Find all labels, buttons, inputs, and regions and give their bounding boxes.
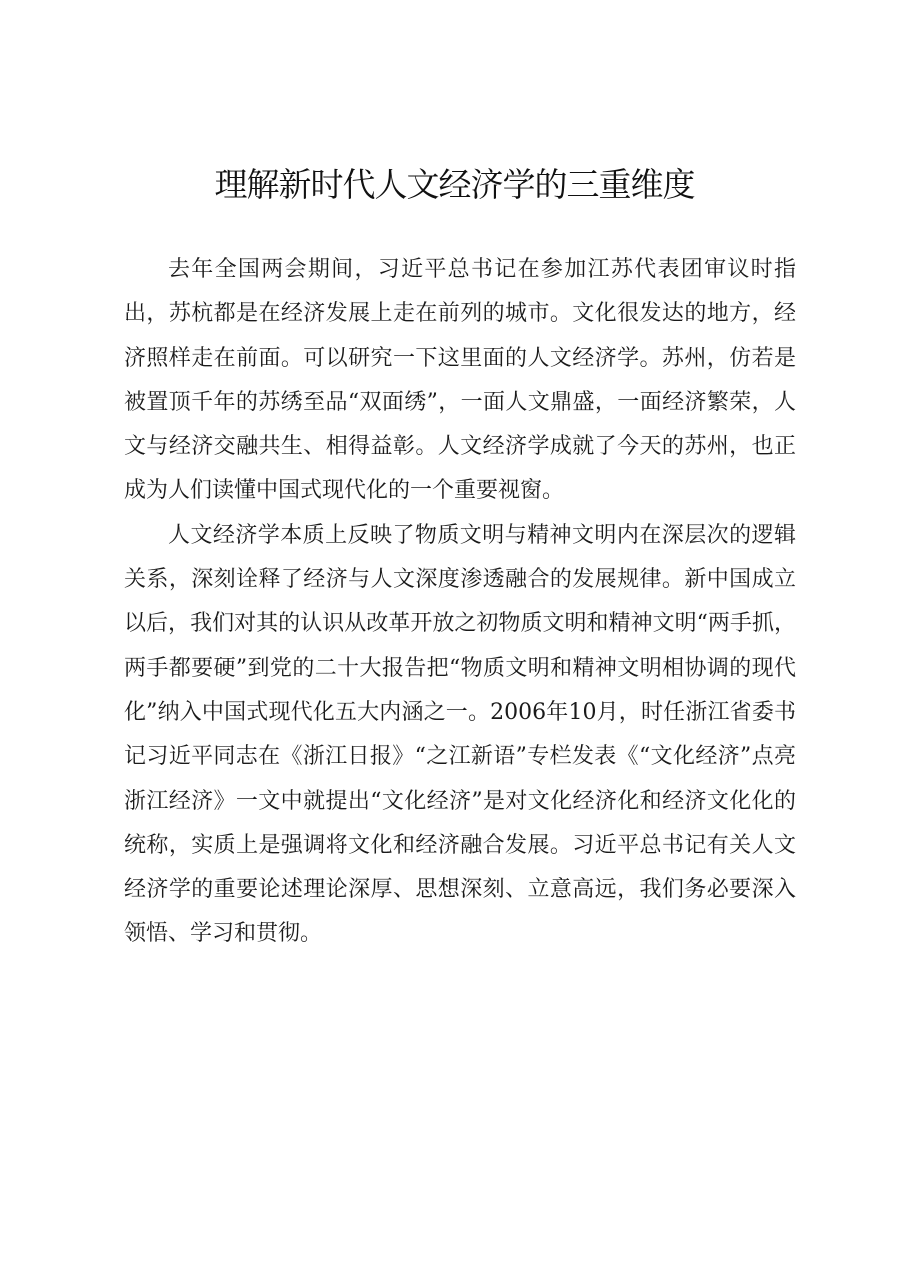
paragraph-2: 人文经济学本质上反映了物质文明与精神文明内在深层次的逻辑关系，深刻诠释了经济与人文深度渗透融合的发展规律。新中国成立以后，我们对其的认识从改革开放之初物质文明和精神文明“两手抓，两手都要硬”到党的二十大报告把“物质文明和精神文明相协调的现代化”纳入中国式现代化五大内涵之一。2006年10月，时任浙江省委书记习近平同志在《浙江日报》“之江新语”专栏发表《“文化经济”点亮浙江经济》一文中就提出“文化经济”是对文化经济化和经济文化化的统称，实质上是强调将文化和经济融合发展。习近平总书记有关人文经济学的重要论述理论深厚、思想深刻、立意高远，我们务必要深入领悟、学习和贯彻。 — [124, 522, 796, 947]
document-body — [124, 248, 796, 957]
document-title: 理解新时代人文经济学的三重维度 — [214, 165, 695, 204]
paragraph-1: 去年全国两会期间，习近平总书记在参加江苏代表团审议时指出，苏杭都是在经济发展上走在前列的城市。文化很发达的地方，经济照样走在前面。可以研究一下这里面的人文经济学。苏州，仿若是被置顶千年的苏绣至品“双面绣”，一面人文鼎盛，一面经济繁荣，人文与经济交融共生、相得益彰。人文经济学成就了今天的苏州，也正成为人们读懂中国式现代化的一个重要视窗。 — [124, 257, 796, 504]
